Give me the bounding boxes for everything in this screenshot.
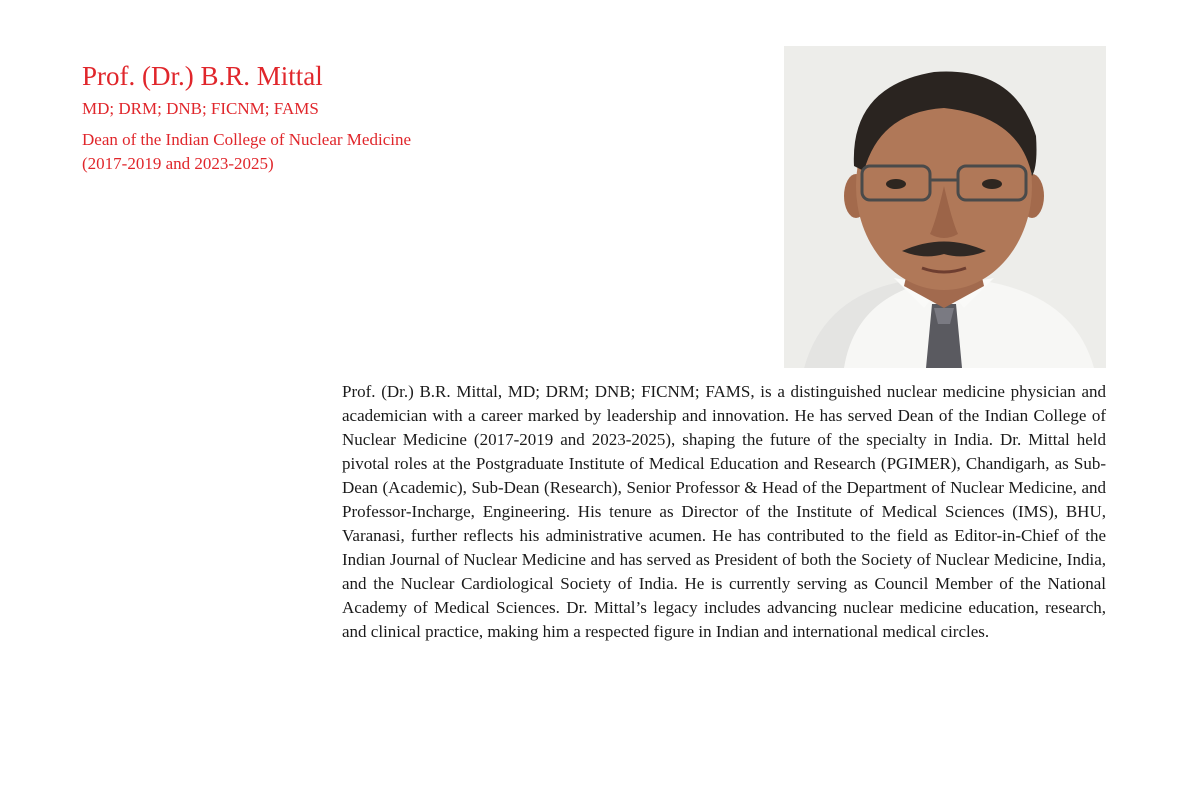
profile-role-years: (2017-2019 and 2023-2025) <box>82 154 274 173</box>
biography-paragraph: Prof. (Dr.) B.R. Mittal, MD; DRM; DNB; FICNM; FAMS, is a distinguished nuclear medicine physician and academician with a career marked by leadership and innovation. He has served Dean of the Indian College of Nuclear Medicine (2017-2019 and 2023-2025), shaping the future of the specialty in India. Dr. Mittal held pivotal roles at the Postgraduate Institute of Medical Education and Research (PGIMER), Chandigarh, as Sub-Dean (Academic), Sub-Dean (Research), Senior Professor & Head of the Department of Nuclear Medicine, and Professor-Incharge, Engineering. His tenure as Director of the Institute of Medical Sciences (IMS), BHU, Varanasi, further reflects his administrative acumen. He has contributed to the field as Editor-in-Chief of the Indian Journal of Nuclear Medicine and has served as President of both the Society of Nuclear Medicine, India, and the Nuclear Cardiological Society of India. He is currently serving as Council Member of the National Academy of Medical Sciences. Dr. Mittal’s legacy includes advancing nuclear medicine education, research, and clinical practice, making him a respected figure in Indian and international medical circles. <box>342 382 1106 641</box>
profile-role-title: Dean of the Indian College of Nuclear Medicine <box>82 130 412 149</box>
portrait-illustration <box>784 46 1106 368</box>
profile-name: Prof. (Dr.) B.R. Mittal <box>82 61 323 91</box>
profile-role <box>82 128 602 176</box>
profile-portrait-photo <box>784 46 1106 368</box>
profile-credentials: MD; DRM; DNB; FICNM; FAMS <box>82 99 319 118</box>
profile-header <box>82 60 602 176</box>
